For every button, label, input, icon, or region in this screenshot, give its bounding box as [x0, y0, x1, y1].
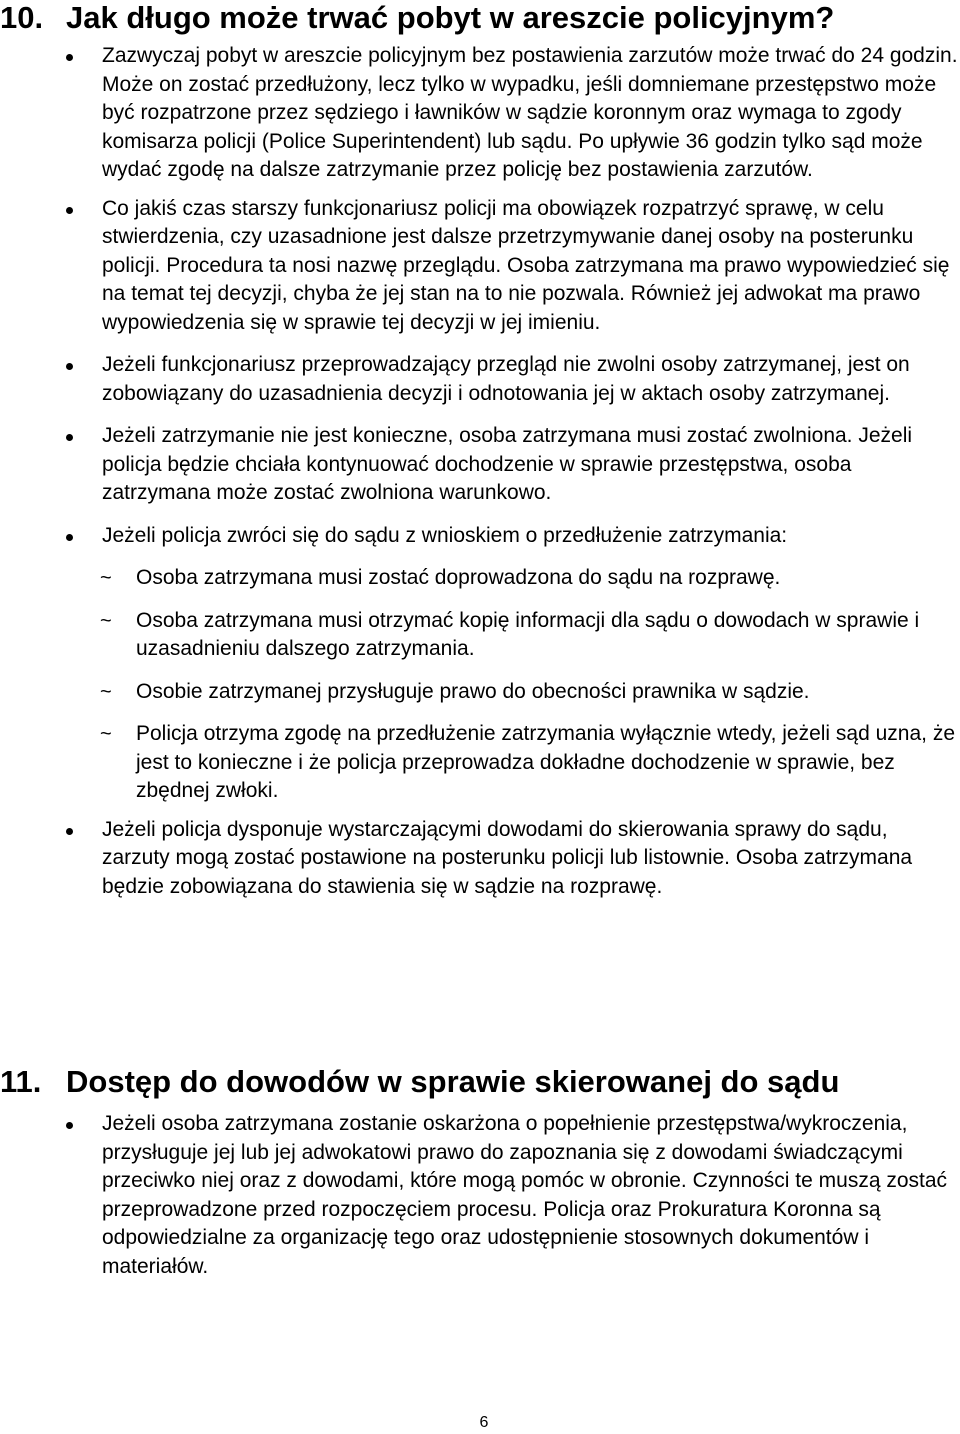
bullet-icon: [66, 534, 73, 541]
list-item: [0, 522, 960, 551]
section-11-number: 11.: [0, 1064, 42, 1099]
sub-list-item: [0, 678, 960, 707]
bullet-icon: [66, 363, 73, 370]
tilde-marker-icon: ~: [100, 567, 112, 589]
sub-list-item-text: Osoba zatrzymana musi zostać doprowadzona do sądu na rozprawę.: [136, 566, 781, 589]
section-11-list: [0, 1110, 960, 1281]
list-item: [0, 42, 960, 185]
bullet-icon: [66, 828, 73, 835]
list-item-text: Co jakiś czas starszy funkcjonariusz policji ma obowiązek rozpatrzyć sprawę, w celu stwierdzenia, czy uzasadnione jest dalsze przetrzymywanie danej osoby na posterunku policji. Procedura ta nosi nazwę przeglądu. Osoba zatrzymana ma prawo wypowiedzieć się na temat tej decyzji, chyba że jej stan na to nie pozwala. Również jej adwokat ma prawo wypowiedzenia się w sprawie tej decyzji w jej imieniu.: [102, 196, 950, 334]
sub-list-item-text: Osobie zatrzymanej przysługuje prawo do obecności prawnika w sądzie.: [136, 679, 810, 703]
section-10-title: Jak długo może trwać pobyt w areszcie policyjnym?: [66, 0, 835, 35]
section-10-heading: [0, 0, 834, 36]
sub-list: [0, 564, 960, 806]
sub-list-item: [0, 607, 960, 664]
page-number: 6: [479, 1414, 489, 1431]
list-item: [0, 816, 960, 902]
sub-list-container: [0, 564, 960, 806]
tilde-marker-icon: ~: [100, 609, 112, 632]
list-item-text: Jeżeli osoba zatrzymana zostanie oskarżona o popełnienie przestępstwa/wykroczenia, przysługuje jej lub jej adwokatowi prawo do zapoznania się z dowodami świadczącymi przeciwko niej oraz z dowodami, które mogą pomóc w obronie. Czynności te muszą zostać przeprowadzone przed rozpoczęciem procesu. Policja oraz Prokuratura Koronna są odpowiedzialne za organizację tego oraz udostępnienie stosownych dokumentów i materiałów.: [102, 1112, 948, 1278]
tilde-marker-icon: ~: [100, 680, 112, 703]
bullet-icon: [66, 207, 73, 214]
bullet-icon: [66, 54, 73, 61]
sub-list-item-text: Osoba zatrzymana musi otrzymać kopię informacji dla sądu o dowodach w sprawie i uzasadnieniu dalszego zatrzymania.: [136, 608, 920, 660]
section-11-title: Dostęp do dowodów w sprawie skierowanej do sądu: [66, 1064, 840, 1099]
sub-list-item: [0, 720, 960, 806]
list-item: [0, 195, 960, 338]
section-11-heading: [0, 1064, 839, 1100]
list-item-text: Jeżeli funkcjonariusz przeprowadzający przegląd nie zwolni osoby zatrzymanej, jest on zobowiązany do uzasadnienia decyzji i odnotowania jej w aktach osoby zatrzymanej.: [102, 353, 910, 405]
sub-list-item-text: Policja otrzyma zgodę na przedłużenie zatrzymania wyłącznie wtedy, jeżeli sąd uzna, że jest to konieczne i że policja przeprowadza dokładne dochodzenie w sprawie, bez zbędnej zwłoki.: [136, 722, 956, 802]
list-item: [0, 351, 960, 408]
bullet-icon: [66, 1122, 73, 1129]
list-item-text: Jeżeli policja zwróci się do sądu z wnioskiem o przedłużenie zatrzymania:: [102, 523, 788, 547]
list-item: [0, 422, 960, 508]
list-item-text: Zazwyczaj pobyt w areszcie policyjnym bez postawienia zarzutów może trwać do 24 godzin. Może on zostać przedłużony, lecz tylko w wypadku, jeśli domniemane przestępstwo może być rozpatrzone przez sędziego i ławników w sądzie koronnym oraz wymaga to zgody komisarza policji (Police Superintendent) lub sądu. Po upływie 36 godzin tylko sąd może wydać zgodę na dalsze zatrzymanie przez policję bez postawienia zarzutów.: [102, 44, 958, 181]
section-10-number: 10.: [0, 0, 44, 35]
list-item-text: Jeżeli policja dysponuje wystarczającymi dowodami do skierowania sprawy do sądu, zarzuty mogą zostać postawione na posterunku policji lub listownie. Osoba zatrzymana będzie zobowiązana do stawienia się w sądzie na rozprawę.: [102, 817, 913, 898]
sub-list-item: [0, 564, 960, 593]
bullet-icon: [66, 434, 73, 441]
list-item: [0, 1110, 960, 1281]
tilde-marker-icon: ~: [100, 723, 112, 745]
list-item-text: Jeżeli zatrzymanie nie jest konieczne, osoba zatrzymana musi zostać zwolniona. Jeżeli policja będzie chciała kontynuować dochodzenie w sprawie przestępstwa, osoba zatrzymana może zostać zwolniona warunkowo.: [102, 424, 913, 504]
section-10-list: [0, 42, 960, 901]
